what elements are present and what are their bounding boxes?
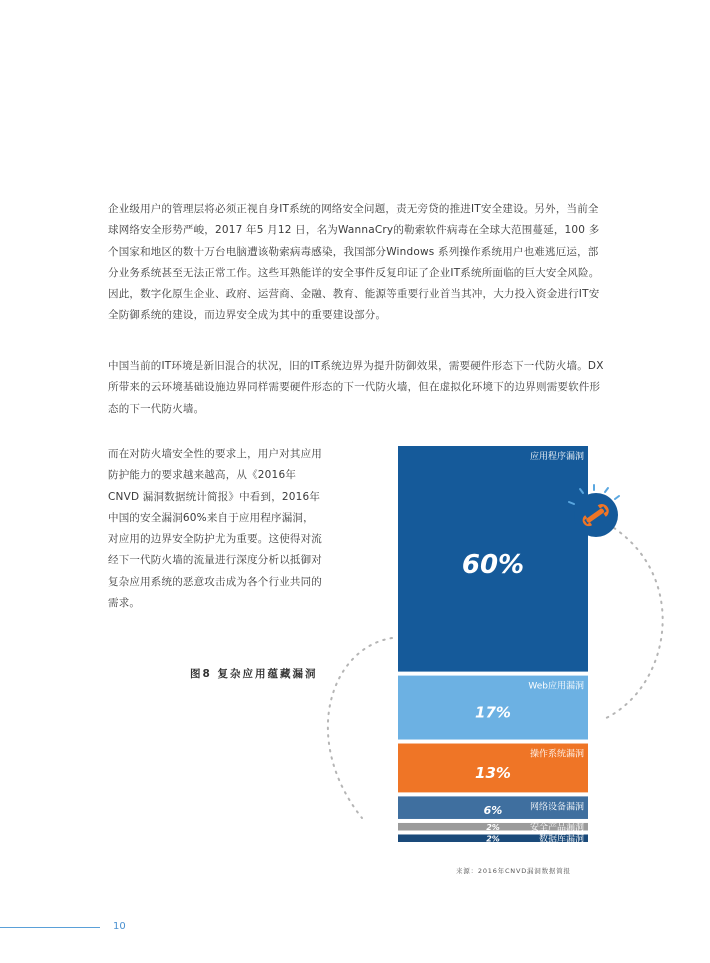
body-paragraph-1: 企业级用户的管理层将必须正视自身IT系统的网络安全问题，责无旁贷的推进IT安全建设。另外，当前全球网络安全形势严峻，2017 年5 月12 日，名为WannaCry的勒索软件病毒在全球大范围蔓延，100 多个国家和地区的数十万台电脑遭该勒索病毒感染，我国部分Windows 系列操作系统用户也难逃厄运，部分业务系统甚至无法正常工作。这些耳熟能详的安全事件反复印证了企业IT系统所面临的巨大安全风险。因此，数字化原生企业、政府、运营商、金融、教育、能源等重要行业首当其冲，大力投入资金进行IT安全防御系统的建设，而边界安全成为其中的重要建设部分。	[108, 203, 600, 322]
bar-value-label: 13%	[475, 763, 511, 782]
bar-category-label: 操作系统漏洞	[529, 749, 584, 760]
bar-value-label: 2%	[486, 834, 500, 844]
chart-bars	[398, 446, 588, 845]
dotted-arc-left	[328, 638, 392, 818]
dotted-arc-right	[602, 528, 663, 720]
bar-value-label: 6%	[483, 804, 503, 818]
page-number: 10	[113, 921, 126, 932]
bar-category-label: 安全产品漏洞	[529, 822, 584, 833]
bar-category-label: 数据库漏洞	[538, 834, 584, 845]
bar-category-label: 网络设备漏洞	[529, 802, 584, 813]
bar-value-label: 2%	[486, 822, 500, 832]
footer-divider	[0, 927, 100, 928]
body-paragraph-3: 而在对防火墙安全性的要求上，用户对其应用防护能力的要求越来越高，从《2016年CNVD 漏洞数据统计简报》中看到，2016年中国的安全漏洞60%来自于应用程序漏洞，对应用的边界安全防护尤为重要。这使得对流经下一代防火墙的流量进行深度分析以抵御对复杂应用系统的恶意攻击成为各个行业共同的需求。	[108, 448, 322, 610]
bar-value-label: 17%	[475, 703, 511, 722]
bar-value-label: 60%	[461, 550, 525, 581]
figure-caption: 图8 复杂应用蕴藏漏洞	[190, 668, 318, 680]
figure-source: 来源：2016年CNVD漏洞数据简报	[456, 867, 571, 875]
bar-category-label: 应用程序漏洞	[529, 452, 584, 462]
body-paragraph-2: 中国当前的IT环境是新旧混合的状况，旧的IT系统边界为提升防御效果，需要硬件形态下一代防火墙。DX所带来的云环境基础设施边界同样需要硬件形态的下一代防火墙，但在虚拟化环境下的边界则需要软件形态的下一代防火墙。	[108, 360, 604, 415]
bar-category-label: Web应用漏洞	[528, 681, 584, 692]
